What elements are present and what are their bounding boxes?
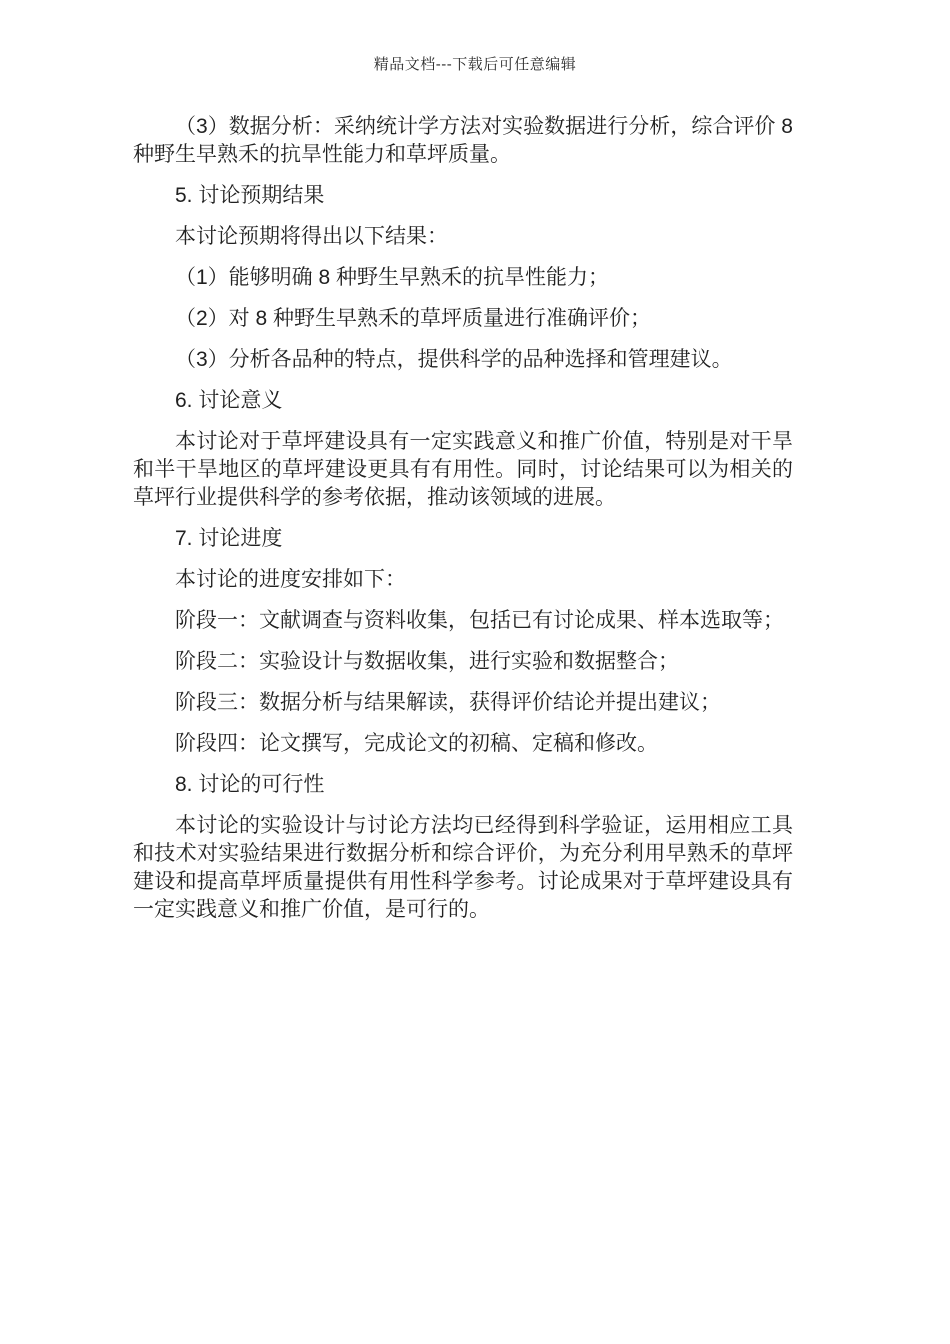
paragraph: （3）分析各品种的特点，提供科学的品种选择和管理建议。 [175,348,733,371]
paragraph: 阶段二：实验设计与数据收集，进行实验和数据整合； [175,650,679,673]
document-body [133,113,793,924]
paragraph: 阶段三：数据分析与结果解读，获得评价结论并提出建议； [175,691,721,714]
paragraph: （1）能够明确 8 种野生早熟禾的抗旱性能力； [175,266,610,289]
section-heading: 5. 讨论预期结果 [175,184,325,207]
paragraph: 阶段一：文献调查与资料收集，包括已有讨论成果、样本选取等； [175,609,784,632]
paragraph: 本讨论的实验设计与讨论方法均已经得到科学验证，运用相应工具和技术对实验结果进行数据分析和综合评价，为充分利用早熟禾的草坪建设和提高草坪质量提供有用性科学参考。讨论成果对于草坪建设具有一定实践意义和推广价值，是可行的。 [133,814,793,921]
paragraph: 本讨论的进度安排如下： [175,568,406,591]
paragraph: （3）数据分析：采纳统计学方法对实验数据进行分析，综合评价 8 种野生早熟禾的抗旱性能力和草坪质量。 [133,115,793,166]
paragraph: 阶段四：论文撰写，完成论文的初稿、定稿和修改。 [175,732,658,755]
paragraph: 本讨论对于草坪建设具有一定实践意义和推广价值，特别是对干旱和半干旱地区的草坪建设更具有有用性。同时，讨论结果可以为相关的草坪行业提供科学的参考依据，推动该领域的进展。 [133,430,793,509]
paragraph: 本讨论预期将得出以下结果： [175,225,448,248]
watermark-header: 精品文档---下载后可任意编辑 [373,56,577,73]
section-heading: 7. 讨论进度 [175,527,283,550]
paragraph: （2）对 8 种野生早熟禾的草坪质量进行准确评价； [175,307,652,330]
section-heading: 8. 讨论的可行性 [175,773,325,796]
section-heading: 6. 讨论意义 [175,389,283,412]
